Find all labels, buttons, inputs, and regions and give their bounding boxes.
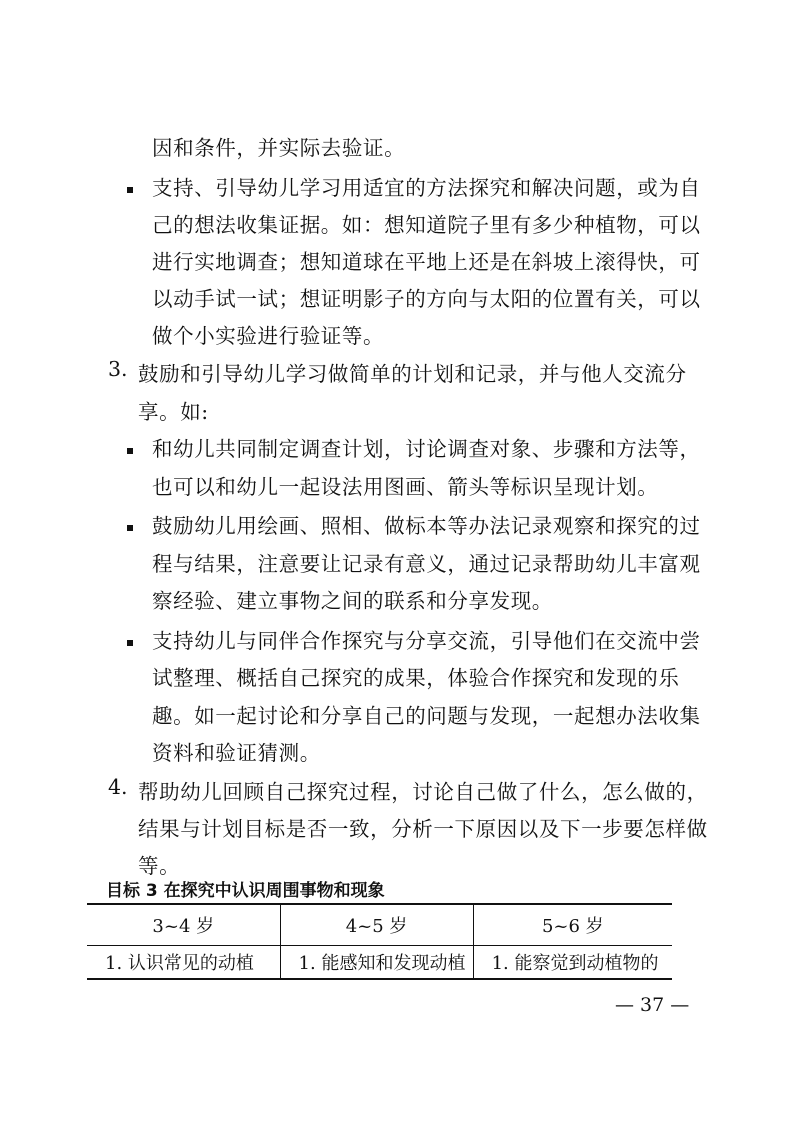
text-line: 支持、引导幼儿学习用适宜的方法探究和解决问题，或为自 — [152, 176, 701, 200]
table-header-cell: 4~5 岁 — [280, 904, 473, 946]
text-line: 己的想法收集证据。如：想知道院子里有多少种植物，可以 — [152, 213, 701, 237]
text-line: 帮助幼儿回顾自己探究过程，讨论自己做了什么，怎么做的， — [138, 780, 708, 804]
text-line: 支持幼儿与同伴合作探究与分享交流，引导他们在交流中尝 — [152, 629, 701, 653]
text-line: 察经验、建立事物之间的联系和分享发现。 — [152, 589, 553, 613]
table-header-cell: 5~6 岁 — [473, 904, 672, 946]
bullet-icon — [127, 640, 133, 646]
page-number: — 37 — — [615, 994, 690, 1016]
list-number: 3. — [108, 357, 128, 381]
text-line: 和幼儿共同制定调查计划，讨论调查对象、步骤和方法等， — [152, 437, 701, 461]
table-cell: 1. 能感知和发现动植 — [280, 946, 473, 980]
text-line: 做个小实验进行验证等。 — [152, 324, 385, 348]
text-line: 资料和验证猜测。 — [152, 741, 321, 765]
table-row — [87, 946, 672, 980]
table-header-row — [87, 904, 672, 946]
table-header-cell: 3~4 岁 — [87, 904, 280, 946]
list-number: 4. — [108, 775, 128, 799]
text-line: 等。 — [138, 854, 181, 878]
table-cell: 1. 认识常见的动植 — [87, 946, 280, 980]
text-line: 也可以和幼儿一起设法用图画、箭头等标识呈现计划。 — [152, 475, 659, 499]
text-line: 以动手试一试；想证明影子的方向与太阳的位置有关，可以 — [152, 287, 701, 311]
text-line: 享。如: — [138, 400, 209, 424]
goal-table — [87, 903, 672, 980]
text-line: 程与结果，注意要让记录有意义，通过记录帮助幼儿丰富观 — [152, 552, 701, 576]
text-line: 鼓励和引导幼儿学习做简单的计划和记录，并与他人交流分 — [138, 362, 687, 386]
text-line: 进行实地调查；想知道球在平地上还是在斜坡上滚得快，可 — [152, 250, 701, 274]
table-cell: 1. 能察觉到动植物的 — [473, 946, 672, 980]
goal-heading: 目标 3 在探究中认识周围事物和现象 — [106, 881, 385, 901]
text-line: 试整理、概括自己探究的成果，体验合作探究和发现的乐 — [152, 666, 680, 690]
bullet-icon — [127, 525, 133, 531]
bullet-icon — [127, 448, 133, 454]
text-line: 因和条件，并实际去验证。 — [152, 136, 406, 160]
text-line: 鼓励幼儿用绘画、照相、做标本等办法记录观察和探究的过 — [152, 514, 701, 538]
text-line: 趣。如一起讨论和分享自己的问题与发现，一起想办法收集 — [152, 704, 701, 728]
bullet-icon — [127, 187, 133, 193]
text-line: 结果与计划目标是否一致，分析一下原因以及下一步要怎样做 — [138, 817, 708, 841]
